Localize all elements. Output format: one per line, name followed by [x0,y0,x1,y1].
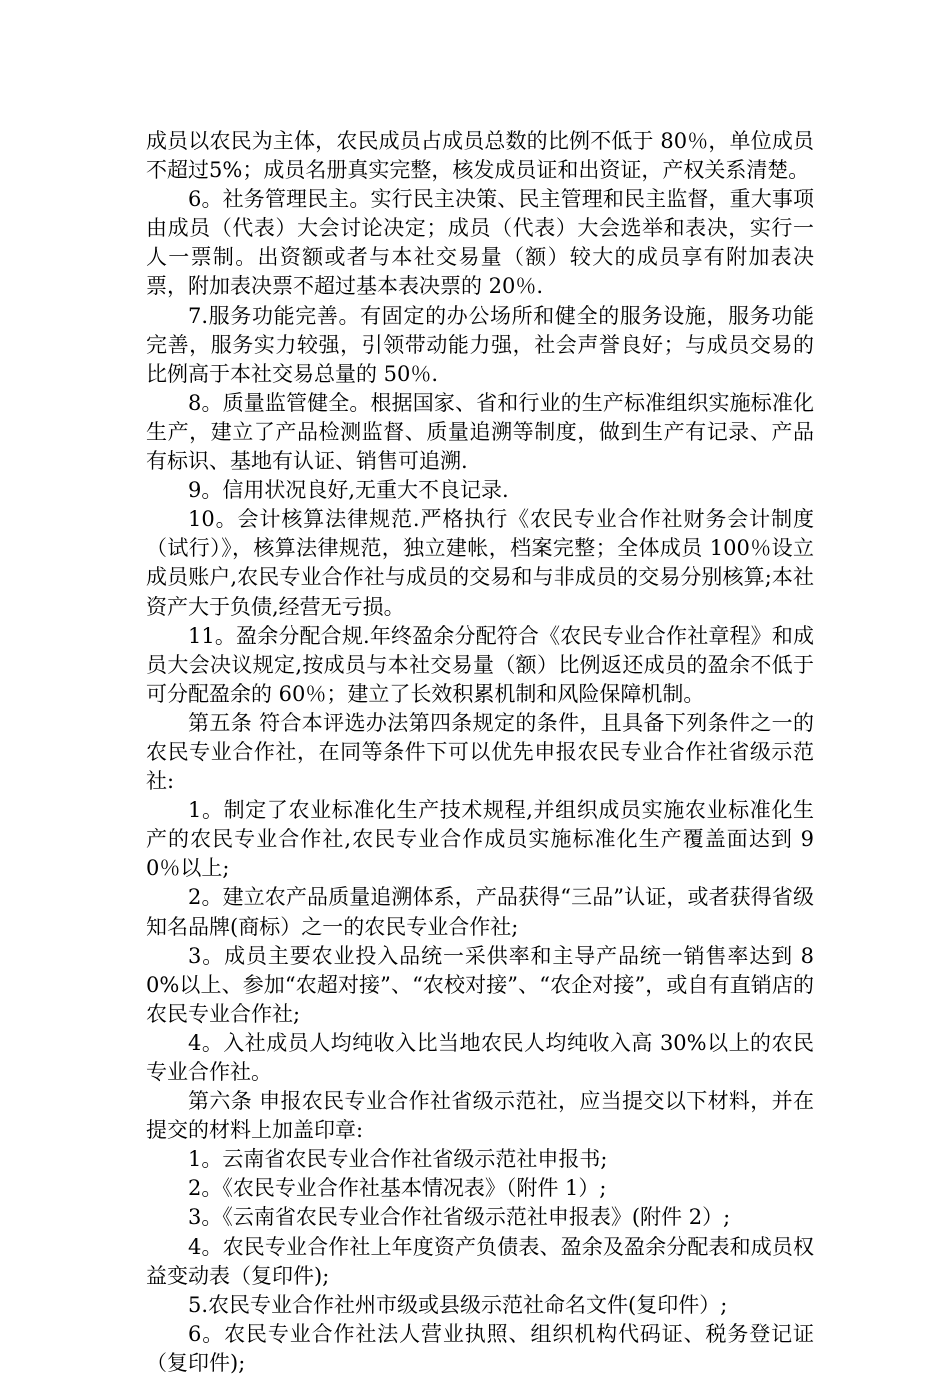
paragraph-article-6-item-5: 5.农民专业合作社州市级或县级示范社命名文件(复印件）; [188,1292,728,1317]
paragraph-article-6-item-4: 4。农民专业合作社上年度资产负债表、盈余及盈余分配表和成员权益变动表（复印件); [146,1234,814,1288]
paragraph-article-6-item-6: 6。农民专业合作社法人营业执照、组织机构代码证、税务登记证（复印件); [146,1321,814,1375]
paragraph-article-5-item-2: 2。建立农产品质量追溯体系，产品获得“三品”认证，或者获得省级知名品牌(商标）之一的农民专业合作社; [146,885,814,939]
paragraph-item-7-service-functions: 7.服务功能完善。有固定的办公场所和健全的服务设施，服务功能完善，服务实力较强，引领带动能力强，社会声誉良好；与成员交易的比例高于本社交易总量的 50％. [146,303,814,386]
paragraph-item-6-democratic-management: 6。社务管理民主。实行民主决策、民主管理和民主监督，重大事项由成员（代表）大会讨论决定；成员（代表）大会选举和表决，实行一人一票制。出资额或者与本社交易量（额）较大的成员享有附加表决票，附加表决票不超过基本表决票的 20％. [146,187,814,299]
paragraph-article-6: 第六条 申报农民专业合作社省级示范社，应当提交以下材料，并在提交的材料上加盖印章: [146,1089,814,1143]
paragraph-article-6-item-1: 1。云南省农民专业合作社省级示范社申报书; [188,1147,608,1172]
paragraph-item-8-quality-supervision: 8。质量监管健全。根据国家、省和行业的生产标准组织实施标准化生产，建立了产品检测监督、质量追溯等制度，做到生产有记录、产品有标识、基地有认证、销售可追溯. [146,390,814,474]
paragraph-item-9-credit-status: 9。信用状况良好,无重大不良记录. [188,478,509,503]
paragraph-article-5-item-4: 4。入社成员人均纯收入比当地农民人均纯收入高 30%以上的农民专业合作社。 [146,1030,814,1084]
document-page [146,127,814,1378]
paragraph-article-6-item-2: 2。《农民专业合作社基本情况表》（附件 1）; [188,1176,607,1201]
paragraph-item-10-accounting: 10。会计核算法律规范.严格执行《农民专业合作社财务会计制度（试行）》，核算法律规范，独立建帐，档案完整；全体成员 100％设立成员账户,农民专业合作社与成员的交易和与非成员的交易分别核算;本社资产大于负债,经营无亏损。 [146,507,814,619]
paragraph-member-composition: 成员以农民为主体，农民成员占成员总数的比例不低于 80％，单位成员不超过5%；成员名册真实完整，核发成员证和出资证，产权关系清楚。 [146,129,814,183]
paragraph-item-11-surplus-distribution: 11。盈余分配合规.年终盈余分配符合《农民专业合作社章程》和成员大会决议规定,按成员与本社交易量（额）比例返还成员的盈余不低于可分配盈余的 60％；建立了长效积累机制和风险保障机制。 [146,623,814,706]
paragraph-article-6-item-3: 3。《云南省农民专业合作社省级示范社申报表》(附件 2）; [188,1205,731,1230]
paragraph-article-5-item-3: 3。成员主要农业投入品统一采供率和主导产品统一销售率达到 80%以上、参加“农超对接”、“农校对接”、“农企对接”，或自有直销店的农民专业合作社; [146,943,814,1026]
paragraph-article-5-item-1: 1。制定了农业标准化生产技术规程,并组织成员实施农业标准化生产的农民专业合作社,农民专业合作成员实施标准化生产覆盖面达到 90％以上; [146,798,814,881]
paragraph-article-5: 第五条 符合本评选办法第四条规定的条件，且具备下列条件之一的农民专业合作社，在同等条件下可以优先申报农民专业合作社省级示范社: [146,710,814,794]
